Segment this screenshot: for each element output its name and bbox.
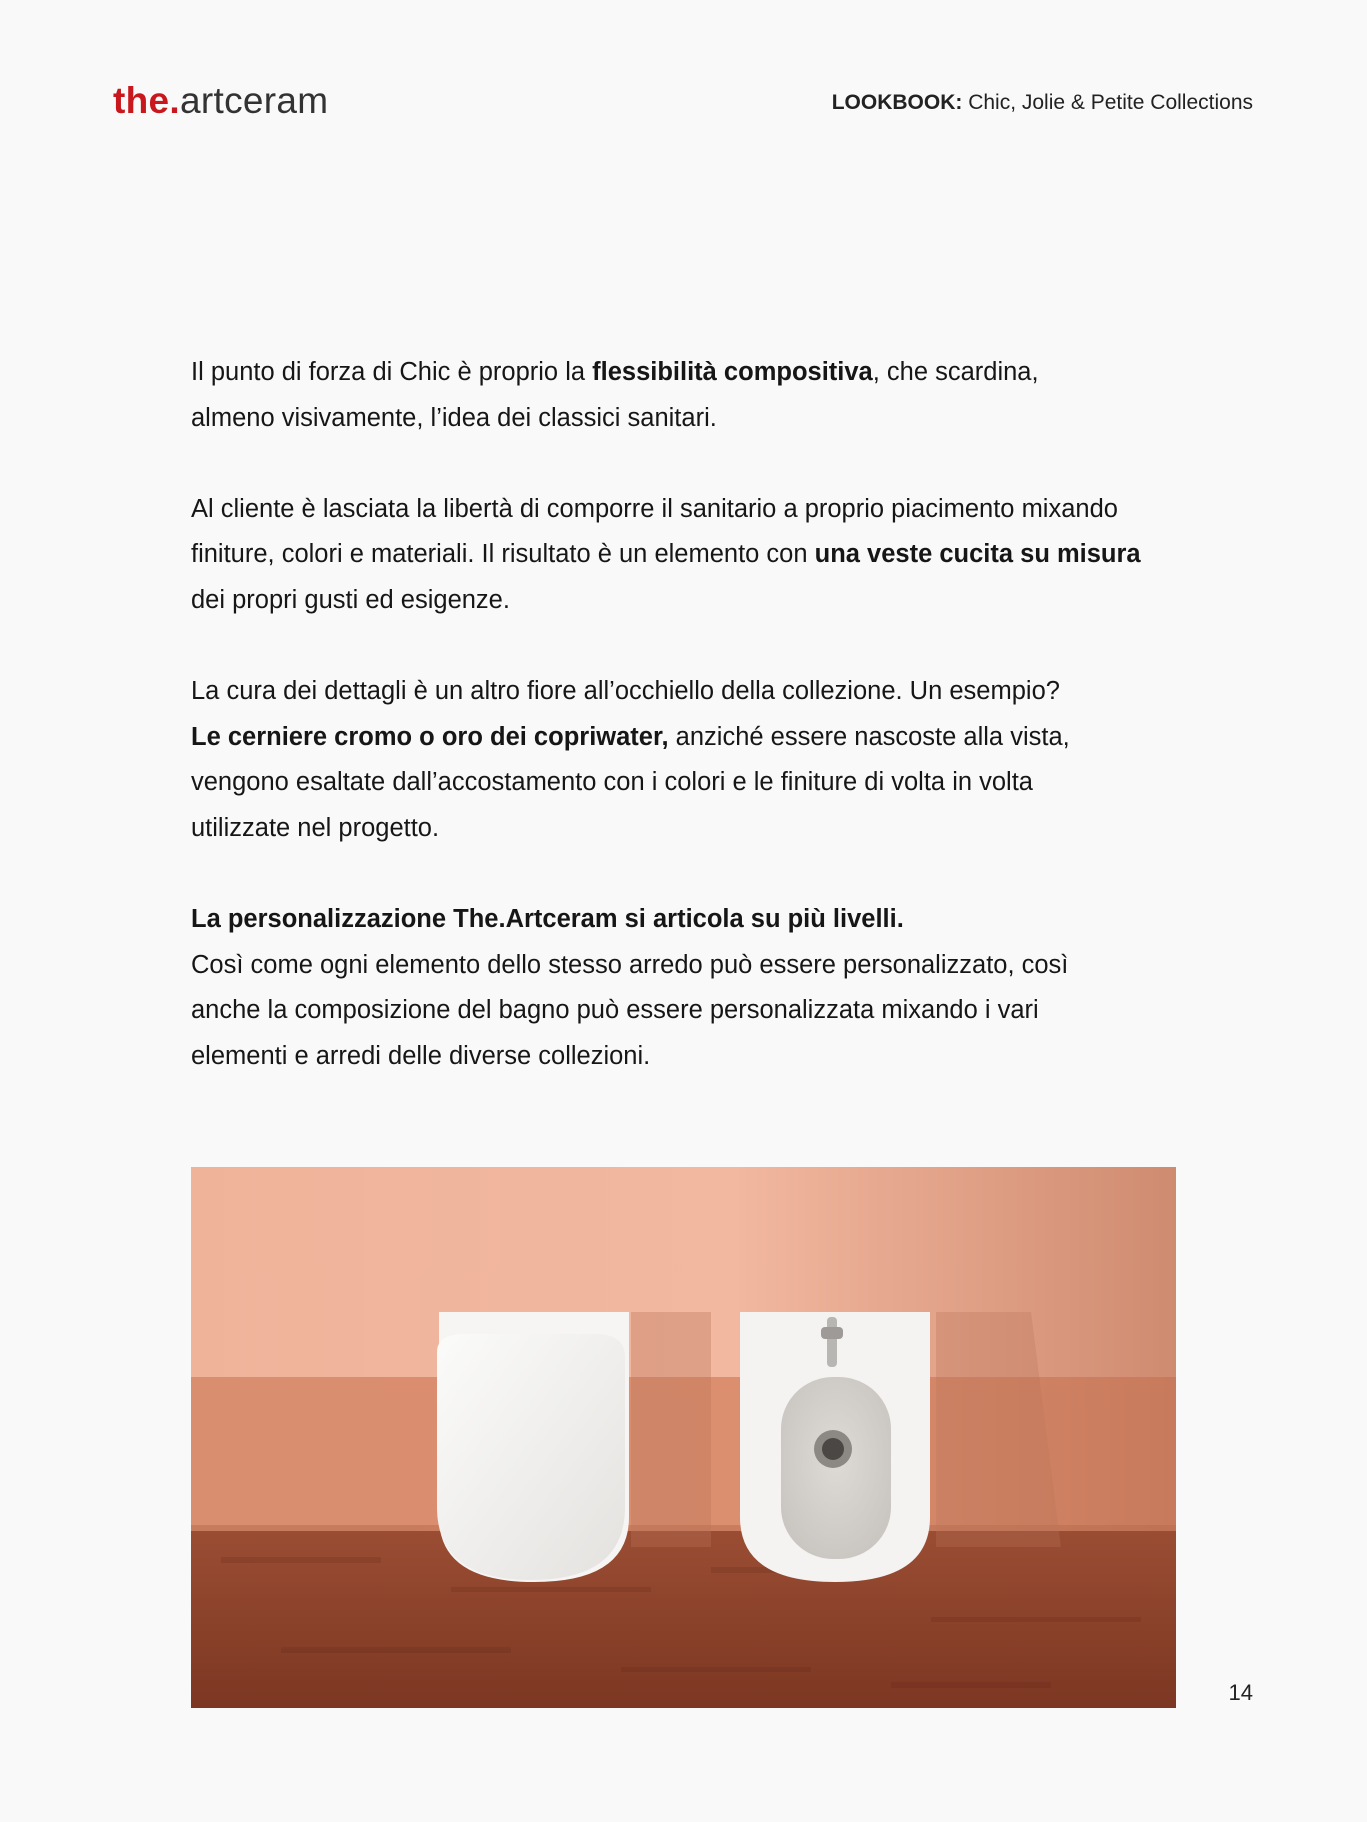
text-span: vengono esaltate dall’accostamento con i colori e le finiture di volta in volta xyxy=(191,768,1033,797)
text-span: Il punto di forza di Chic è proprio la xyxy=(191,358,593,386)
bidet-bowl xyxy=(781,1377,891,1559)
paragraph-1 xyxy=(191,350,1191,441)
text-span: utilizzate nel progetto. xyxy=(191,813,440,842)
product-photo xyxy=(191,1167,1176,1708)
bidet-drain xyxy=(822,1438,844,1460)
paragraph-2 xyxy=(191,487,1191,624)
emphasis: Le cerniere cromo o oro dei copriwater, xyxy=(191,722,669,751)
lookbook-title xyxy=(832,90,1253,116)
paragraph-3 xyxy=(191,669,1191,851)
lookbook-label: LOOKBOOK: xyxy=(831,91,963,114)
text-span: almeno visivamente, l’idea dei classici sanitari. xyxy=(191,403,717,432)
text-span: dei propri gusti ed esigenze. xyxy=(191,585,510,614)
bidet xyxy=(740,1312,930,1582)
text-span: Al cliente è lasciata la libertà di comporre il sanitario a proprio piacimento mixando xyxy=(191,494,1118,523)
emphasis: flessibilità compositiva xyxy=(592,358,873,386)
body-text xyxy=(191,350,1191,1125)
text-span: La cura dei dettagli è un altro fiore all’occhiello della collezione. Un esempio? xyxy=(191,677,1060,706)
paragraph-4 xyxy=(191,897,1191,1079)
text-span: anziché essere nascoste alla vista, xyxy=(668,722,1070,751)
logo-bold-part: the. xyxy=(113,80,180,121)
bathroom-photo-illustration xyxy=(191,1167,1176,1708)
page-number: 14 xyxy=(1228,1680,1253,1705)
text-span: , che scardina, xyxy=(872,358,1039,386)
toilet xyxy=(437,1312,629,1582)
brand-logo xyxy=(113,76,328,126)
toilet-lid xyxy=(437,1334,625,1580)
text-span: finiture, colori e materiali. Il risultato è un elemento con xyxy=(191,540,815,569)
toilet-shadow xyxy=(631,1312,711,1547)
collections-label: Chic, Jolie & Petite Collections xyxy=(968,91,1253,114)
page-header xyxy=(113,76,1253,126)
text-span: elementi e arredi delle diverse collezioni. xyxy=(191,1041,651,1070)
faucet-handle xyxy=(821,1327,843,1339)
emphasis: La personalizzazione The.Artceram si articola su più livelli. xyxy=(191,905,904,934)
text-span: anche la composizione del bagno può essere personalizzata mixando i vari xyxy=(191,996,1039,1025)
faucet xyxy=(827,1317,837,1367)
text-span: Così come ogni elemento dello stesso arredo può essere personalizzato, così xyxy=(191,950,1069,979)
emphasis: una veste cucita su misura xyxy=(814,540,1141,569)
logo-light-part: artceram xyxy=(179,80,329,121)
